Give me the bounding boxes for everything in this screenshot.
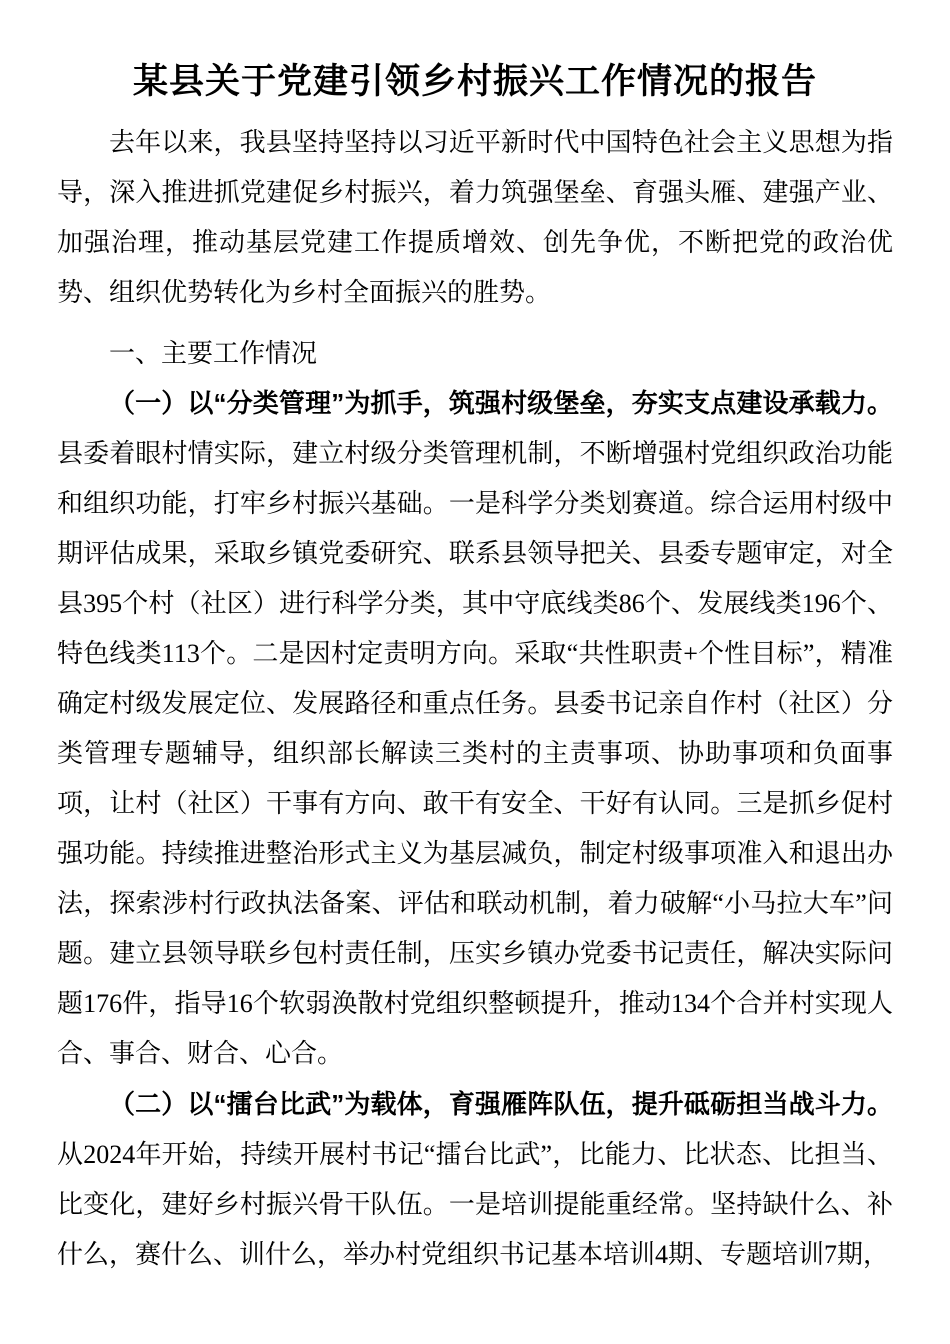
section-1-paragraph [57, 378, 893, 1079]
section-2-lead: （二）以“擂台比武”为载体，育强雁阵队伍，提升砥砺担当战斗力。 [109, 1089, 893, 1119]
section-2-body: 从2024年开始，持续开展村书记“擂台比武”，比能力、比状态、比担当、比变化，建好乡村振兴骨干队伍。一是培训提能重经常。坚持缺什么、补什么，赛什么、训什么，举办村党组织书记基本培训4期、专题培训7期， [57, 1140, 893, 1269]
intro-paragraph: 去年以来，我县坚持坚持以习近平新时代中国特色社会主义思想为指导，深入推进抓党建促乡村振兴，着力筑强堡垒、育强头雁、建强产业、加强治理，推动基层党建工作提质增效、创先争优，不断把党的政治优势、组织优势转化为乡村全面振兴的胜势。 [57, 128, 893, 307]
section-2-paragraph [57, 1079, 893, 1280]
heading-main-work: 一、主要工作情况 [109, 338, 318, 368]
section-1-body: 县委着眼村情实际，建立村级分类管理机制，不断增强村党组织政治功能和组织功能，打牢乡村振兴基础。一是科学分类划赛道。综合运用村级中期评估成果，采取乡镇党委研究、联系县领导把关、县委专题审定，对全县395个村（社区）进行科学分类，其中守底线类86个、发展线类196个、特色线类113个。二是因村定责明方向。采取“共性职责+个性目标”，精准确定村级发展定位、发展路径和重点任务。县委书记亲自作村（社区）分类管理专题辅导，组织部长解读三类村的主责事项、协助事项和负面事项，让村（社区）干事有方向、敢干有安全、干好有认同。三是抓乡促村强功能。持续推进整治形式主义为基层减负，制定村级事项准入和退出办法，探索涉村行政执法备案、评估和联动机制，着力破解“小马拉大车”问题。建立县领导联乡包村责任制，压实乡镇办党委书记责任，解决实际问题176件，指导16个软弱涣散村党组织整顿提升，推动134个合并村实现人合、事合、财合、心合。 [57, 439, 893, 1068]
section-1-lead: （一）以“分类管理”为抓手，筑强村级堡垒，夯实支点建设承载力。 [109, 388, 893, 418]
document-title: 某县关于党建引领乡村振兴工作情况的报告 [132, 62, 817, 101]
